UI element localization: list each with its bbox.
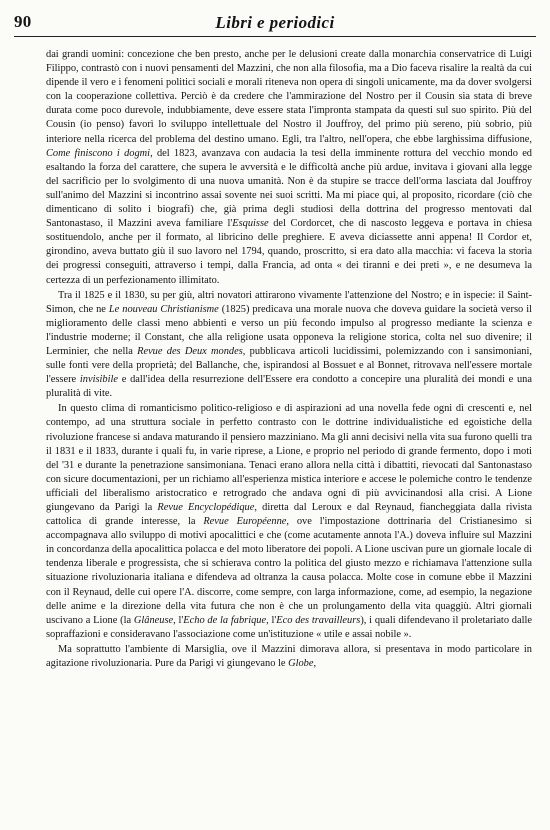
text-run: , del 1823, avanzava con audacia la tesi della imminente rottura del vecchio mondo ed esaltando la forza del carattere, che supera le avversità e le difficoltà anche più ardue, invitava i giovani alla legge del sacrificio per lo svolgimento di una nuova umanità. Non è da stupire se tracce dell'orma lasciata dal Jouffroy sull'animo del Mazzini si incontrino assai sovente nei suoi scritti. Ma mi piace qui, al proposito, ricordare (ciò che dimenticano di solito i biografi) che, già prima degli studiosi della dottrina del progresso mentovati dal Santonastaso, il Mazzini aveva familiare l' bbox=[46, 147, 533, 230]
book-title: Esquisse bbox=[232, 218, 269, 230]
periodical-title: Globe bbox=[288, 658, 314, 670]
text-run: (1825) predicava una morale nuova che doveva guidare la società verso il miglioramento delle classi meno abbienti e verso un più fecondo impulso al progresso mediante la scienza e l'industrie moderne; il Constant, che alla religione usata opponeva la religione storica, colta nel suo divenire; il Lerminier, che nella bbox=[46, 303, 532, 357]
periodical-title: Revue des Deux mondes bbox=[137, 345, 243, 357]
body-text bbox=[46, 48, 532, 671]
text-run: , pubblicava articoli lucidissimi, polemizzando con i sansimoniani, sulle fonti vere della proprietà; del Ballanche, che, ispirandosi al Bossuet e al Bonnet, ritrovava nell'essere mortale l'essere bbox=[46, 345, 532, 386]
text-run: , l' bbox=[173, 614, 184, 626]
text-run: , l' bbox=[266, 614, 277, 626]
text-run: , ove l'impostazione dottrinaria del Cristianesimo si accompagnava allo sviluppo di motivi apocalittici e che (come acutamente annota l'A.) doveva influire sul Mazzini in concordanza della apocalittica polacca e del moto liberatore dei popoli. A Lione uscivan pure un giornale locale di tendenza liberale e progressista, che si schierava contro la politica del giusto mezzo e richiamava l'attenzione sulla situazione rivoluzionaria italiana e difendeva ad oltranza la causa polacca. Molte cose in comune ebbe il Mazzini con il Reynaud, delle cui opere l'A. discorre, come sempre, con larga informazione, come, ad esempio, la negazione delle anime e la direzione della vita futura che non è che un prolungamento della vita quaggiù. Altri giornali uscivano a Lione (la bbox=[46, 516, 532, 626]
text-run: del Cordorcet, che di nascosto leggeva e portava in chiesa sostituendolo, anche per il formato, al libricino delle preghiere. E aveva diciassette anni appena! Il Cordor et, girondino, aveva buttato giù il suo lavoro nel 1794, quando, proscritto, si era dato alla macchia: vi faceva la storia dei progressi conseguiti, attraverso i tempi, dalla Francia, ad onta « dei tiranni e dei preti », e ne desumeva la certezza di un perfezionamento illimitato. bbox=[46, 218, 532, 286]
text-run: ), i quali difendevano il proletariato dalle sopraffazioni e consideravano l'associazione come un'istituzione « utile e assai nobile ». bbox=[46, 614, 532, 640]
periodical-title: Revue Européenne bbox=[203, 516, 287, 528]
book-title: Le nouveau Christianisme bbox=[108, 303, 219, 315]
periodical-title: Eco des travailleurs bbox=[276, 614, 361, 626]
text-run: Tra il 1825 e il 1830, su per giù, altri novatori attirarono vivamente l'attenzione del Nostro; e in ispecie: il Saint-Simon, che ne bbox=[46, 289, 532, 315]
book-title: Come finiscono i dogmi bbox=[46, 147, 151, 159]
periodical-title: Echo de la fabrique bbox=[183, 614, 267, 626]
paragraph bbox=[46, 402, 532, 642]
running-title: Libri e periodici bbox=[215, 13, 335, 32]
text-run: , diretta dal Leroux e dal Reynaud, fiancheggiata dalla rivista cattolica di grande interesse, la bbox=[46, 502, 532, 528]
paragraph bbox=[46, 48, 532, 288]
text-run: dai grandi uomini: concezione che ben presto, anche per le delusioni create dalla monarchia conservatrice di Luigi Filippo, contrastò con i nuovi pensamenti del Mazzini, che non alla filosofia, ma a Dio faceva risalire la realtà da cui dipende il vero e i fenomeni politici sociali e morali riteneva non opera di singoli unicamente, ma da dover svolgersi con la cooperazione collettiva. Perciò è da credere che l'ammirazione del Nostro per il Cousin sia stata di breve durata come poco durevole, indubbiamente, deve essere stata l'impronta stampata da questi sul suo spirito. Più del Cousin (io penso) favorì lo sviluppo intellettuale del Nostro il Jouffroy, del primo più sereno, più sobrio, più interiore nella ricerca del problema del destino umano. Egli, tra l'altro, nell'opera, che ebbe larghissima diffusione, bbox=[46, 49, 532, 145]
periodical-title: Revue Encyclopédique bbox=[157, 502, 255, 513]
periodical-title: Glâneuse bbox=[133, 614, 174, 626]
text-run: e dall'idea della resurrezione dell'Essere era condotto a concepire una pluralità dei mondi e una pluralità di vite. bbox=[46, 374, 532, 400]
page-number: 90 bbox=[14, 12, 32, 31]
text-run: In questo clima di romanticismo politico-religioso e di aspirazioni ad una novella fede ogni dì crescenti e, nel contempo, ad una struttura sociale in perfetto contrasto con le dottrine individualistiche ed egoistiche della rivoluzione francese si andava maturando il pensiero mazziniano. Ma gli anni decisivi nella vita sua furono quelli tra il 1831 e il 1833, durante i quali fu, in varie riprese, a Lione, e proprio nel periodo di grande fermento, dopo i moti del '31 e durante la penetrazione sansimoniana. Tenaci erano allora nella città i dibattiti, rievocati dal Santonastaso con sicure documentazioni, per un richiamo all'esperienza mistica interiore e accese le polemiche contro le tendenze ufficiali del liberalismo aristocratico e retrogrado che andava ogni dì più avvicinandosi alla crisi. A Lione giungevano da Parigi la bbox=[46, 403, 532, 513]
text-run: , bbox=[313, 658, 317, 670]
page-header bbox=[14, 12, 536, 37]
emphasis: invisibile bbox=[79, 374, 118, 386]
paragraph bbox=[46, 643, 532, 671]
paragraph bbox=[46, 289, 532, 402]
text-run: Ma soprattutto l'ambiente di Marsiglia, ove il Mazzini dimorava allora, si presentava in modo particolare in agitazione rivoluzionaria. Pure da Parigi vi giungevano le bbox=[46, 643, 532, 670]
